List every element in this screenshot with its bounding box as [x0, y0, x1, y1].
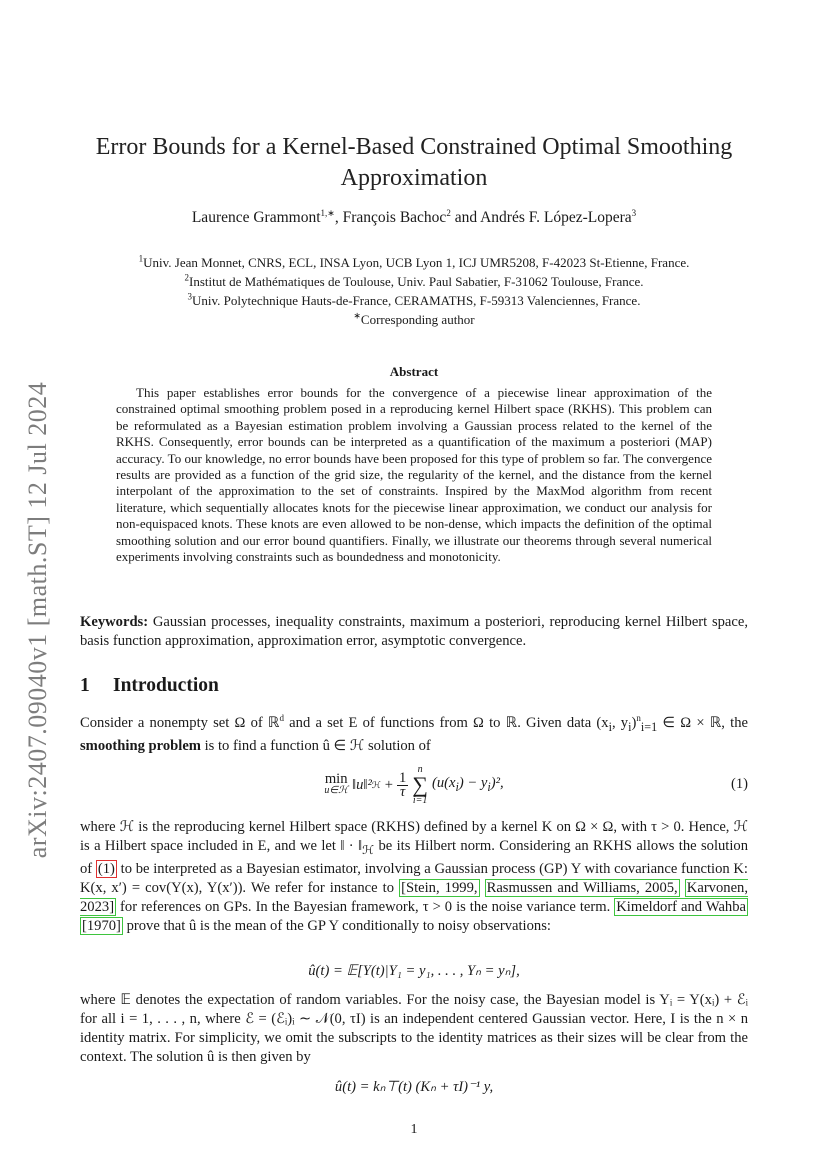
eq1-min [324, 773, 348, 797]
eq1-fraction [397, 769, 408, 800]
intro-paragraph-3: where 𝔼 denotes the expectation of random variables. For the noisy case, the Bayesian model is Yᵢ = Y(xᵢ) + ℰᵢ for all i = 1, . . . , n, where ℰ = (ℰᵢ)ᵢ ∼ 𝒩(0, τI) is an independent centered Gaussian vector. Here, I is the n × n identity matrix. For simplicity, we omit the subscripts to the identity matrices as their sizes will be clear from the context. The solution û is then given by [80, 992, 748, 1065]
affiliation-3 [80, 293, 748, 309]
equation-2: û(t) = 𝔼[Y(t)|Y₁ = y₁, . . . , Yₙ = yₙ], [308, 963, 520, 979]
p1-part: Consider a nonempty set Ω of ℝ [80, 715, 280, 731]
author-1: Laurence Grammont [191, 209, 321, 226]
corresponding-sup: ∗ [353, 310, 361, 321]
keywords [80, 613, 748, 651]
title-line-2: Approximation [340, 165, 488, 191]
eq1-sum-sign: ∑ [412, 772, 428, 797]
p1-sup-n: n [636, 713, 641, 724]
corresponding-author-note [80, 312, 748, 328]
author-3: and Andrés F. López-Lopera [450, 209, 632, 226]
eq1-term [432, 775, 504, 795]
p2-part: be its Hilbert norm. Considering an RKHS allows the solution of [80, 838, 748, 877]
p1-part: is to find a function û ∈ ℋ solution of [200, 737, 431, 754]
eq1-norm: ‖u‖² [351, 776, 372, 793]
affiliation-3-sup: 3 [187, 291, 193, 302]
keywords-text: Gaussian processes, inequality constraints, maximum a posteriori, reproducing kernel Hilbert space, basis function approximation, approximation error, asymptotic convergence. [80, 614, 748, 649]
p2-part: to be interpreted as a Bayesian estimator, involving a Gaussian process (GP) Y with covariance function K: K(x, x′) = cov(Y(x), Y(x′)). We refer for instance to [80, 860, 748, 896]
eq1-sum-top: n [417, 764, 423, 775]
eq1-term-c: )², [490, 775, 504, 792]
p2-part: prove that û is the mean of the GP Y conditionally to noisy observations: [122, 917, 551, 934]
section-number: 1 [80, 675, 90, 696]
eq1-frac-den: τ [400, 783, 406, 800]
intro-paragraph-2 [80, 818, 748, 936]
eq1-term-sub: i [455, 779, 459, 794]
affiliation-1-sup: 1 [138, 253, 144, 264]
p1-sub: i [628, 719, 632, 734]
abstract-heading: Abstract [389, 364, 439, 379]
author-3-sup: 3 [631, 207, 637, 218]
corresponding-text: Corresponding author [360, 312, 475, 327]
affiliation-2-text: Institut de Mathématiques de Toulouse, Univ. Paul Sabatier, F-31062 Toulouse, France. [188, 274, 644, 289]
affiliation-1-text: Univ. Jean Monnet, CNRS, ECL, INSA Lyon, UCB Lyon 1, ICJ UMR5208, F-42023 St-Etienne, France. [143, 255, 690, 270]
p1-part: and a set E of functions from Ω to ℝ. Given data (x [283, 715, 609, 731]
section-heading [80, 675, 219, 697]
eq1-frac-num: 1 [398, 769, 407, 786]
p1-part: , y [611, 715, 629, 731]
paper-title [80, 132, 748, 194]
p2-norm-sub: ℋ [362, 842, 375, 857]
title-line-1: Error Bounds for a Kernel-Based Constrained Optimal Smoothing [95, 134, 733, 160]
p1-sub: i [608, 719, 612, 734]
eq1-sum-bottom: i=1 [412, 795, 428, 806]
arxiv-stamp [18, 360, 58, 880]
eq1-term-sub2: i [487, 779, 491, 794]
eq1-term-b: ) − y [458, 775, 488, 792]
equation-ref-link[interactable]: (1) [97, 860, 115, 877]
eq1-min-op: min [324, 771, 348, 787]
author-1-sup: 1,∗ [320, 207, 335, 218]
citation-karvonen[interactable]: Karvonen, 2023] [80, 879, 748, 915]
eq1-norm-sub: ℋ [371, 779, 381, 790]
citation-rasmussen[interactable]: Rasmussen and Williams, 2005, [486, 879, 678, 896]
eq1-term-a: (u(x [431, 775, 456, 792]
p1-sup-d: d [279, 713, 284, 724]
p1-sub-i1: i=1 [640, 719, 658, 734]
eq1-min-sub: u∈ℋ [324, 785, 348, 796]
p1-part: ∈ Ω × ℝ, the [657, 715, 748, 731]
p2-part: for references on GPs. In the Bayesian framework, τ > 0 is the noise variance term. [116, 898, 615, 915]
citation-stein[interactable]: [Stein, 1999, [401, 879, 478, 896]
section-title: Introduction [113, 675, 219, 696]
equation-1-body [324, 764, 503, 806]
eq1-plus: + [384, 776, 393, 793]
citation-year-1970[interactable]: [1970] [82, 917, 121, 934]
author-list [80, 209, 748, 227]
affiliation-1 [80, 255, 748, 271]
p2-part: where ℋ is the reproducing kernel Hilbert space (RKHS) defined by a kernel K on Ω × Ω, with τ > 0. Hence, ℋ is a Hilbert space included in E, and we let ‖ · ‖ [80, 819, 748, 854]
equation-1 [80, 764, 748, 808]
intro-paragraph-1 [80, 714, 748, 756]
affiliation-2-sup: 2 [184, 272, 189, 283]
affiliation-2 [80, 274, 748, 290]
p1-part: ) [631, 715, 637, 731]
abstract-text: This paper establishes error bounds for the convergence of a piecewise linear approximation of the constrained optimal smoothing problem posed in a reproducing kernel Hilbert space (RKHS). This problem can be reformulated as a Bayesian estimation problem involving a Gaussian process related to the kernel of the RKHS. Consequently, error bounds can be interpreted as a quantification of the maximum a posteriori (MAP) accuracy. To our knowledge, no error bounds have been proposed for this type of problem so far. The convergence results are provided as a function of the grid size, the regularity of the kernel, and the distance from the kernel interpolant of the approximation to the set of constraints. Inspired by the MaxMod algorithm from recent literature, which sequentially allocates knots for the piecewise linear approximation, we conduct our analysis for non-equispaced knots. These knots are even allowed to be non-dense, which impacts the definition of the optimal smoothing solution and our error bound quantifiers. Finally, we illustrate our theorems through several numerical experiments involving constraints such as boundedness and monotonicity. [116, 385, 712, 565]
author-2-sup: 2 [446, 207, 451, 218]
smoothing-problem-term: smoothing problem [80, 737, 201, 754]
keywords-label: Keywords: [80, 614, 149, 630]
author-2: , François Bachoc [334, 209, 447, 226]
page-number: 1 [410, 1122, 418, 1137]
equation-1-number: (1) [730, 776, 748, 792]
affiliation-3-text: Univ. Polytechnique Hauts-de-France, CERAMATHS, F-59313 Valenciennes, France. [192, 293, 641, 308]
arxiv-id: arXiv:2407.09040v1 [math.ST] 12 Jul 2024 [23, 381, 53, 859]
eq1-sum [412, 764, 428, 806]
citation-kimeldorf[interactable]: Kimeldorf and Wahba [616, 898, 746, 915]
equation-3: û(t) = kₙ⊤(t) (Kₙ + τI)⁻¹ y, [334, 1079, 494, 1095]
